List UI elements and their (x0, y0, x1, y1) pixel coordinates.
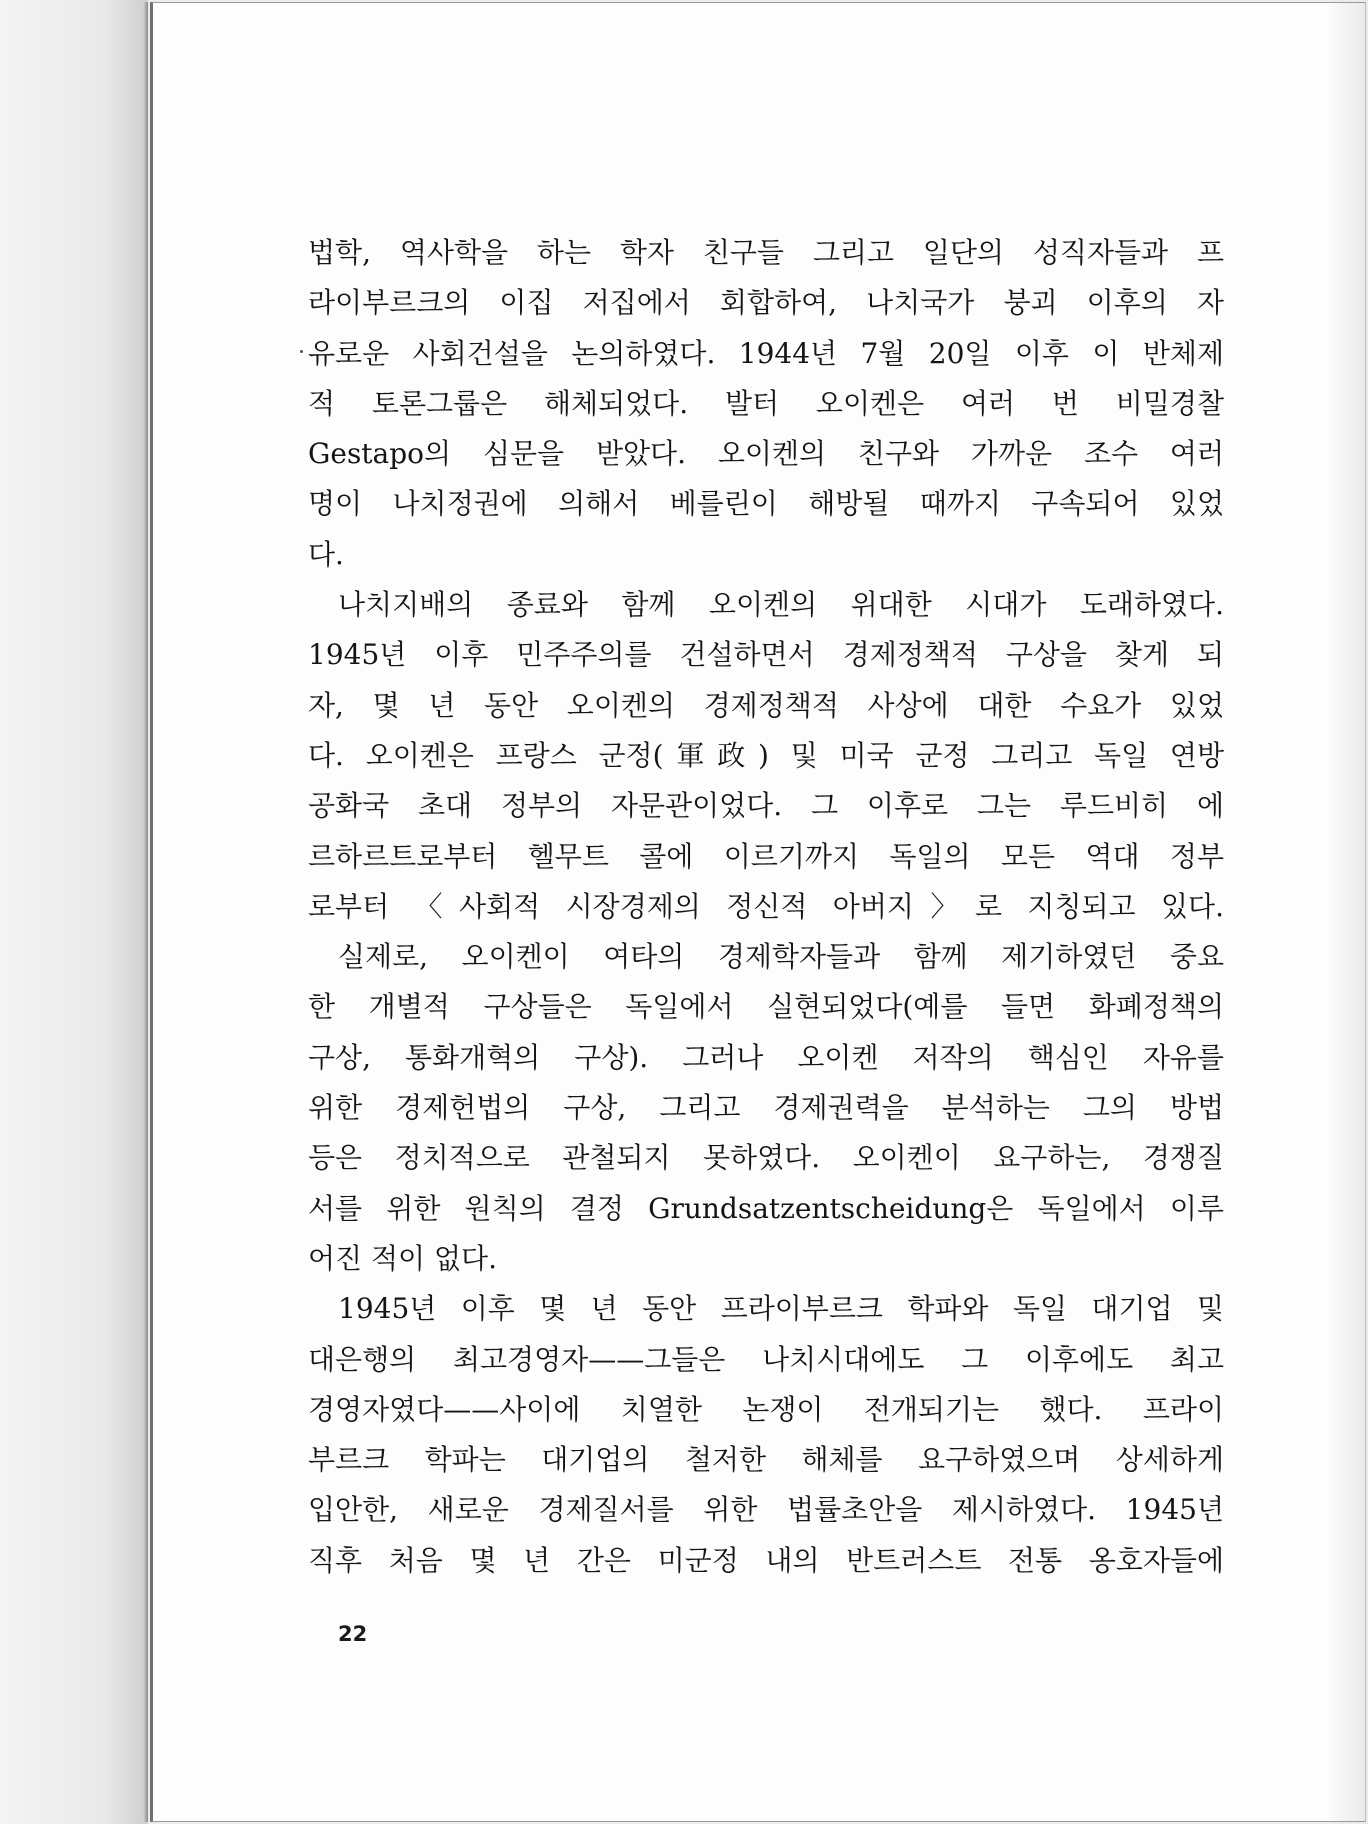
text-line: 르하르트로부터 헬무트 콜에 이르기까지 독일의 모든 역대 정부 (308, 839, 1224, 873)
text-line: 법학, 역사학을 하는 학자 친구들 그리고 일단의 성직자들과 프 (308, 236, 1224, 269)
text-line: 명이 나치정권에 의해서 베를린이 해방될 때까지 구속되어 있었 (308, 487, 1224, 521)
text-line: 자, 몇 년 동안 오이켄의 경제정책적 사상에 대한 수요가 있었 (308, 688, 1224, 722)
text-line: 서를 위한 원칙의 결정 Grundsatzentscheidung은 독일에서 이루 (308, 1191, 1224, 1225)
text-line: 입안한, 새로운 경제질서를 위한 법률초안을 제시하였다. 1945년 (308, 1493, 1224, 1527)
text-line: 등은 정치적으로 관철되지 못하였다. 오이켄이 요구하는, 경쟁질 (308, 1141, 1224, 1175)
text-line: 실제로, 오이켄이 여타의 경제학자들과 함께 제기하였던 중요 (338, 940, 1224, 974)
text-line: Gestapo의 심문을 받았다. 오이켄의 친구와 가까운 조수 여러 (308, 437, 1224, 471)
text-line: 나치지배의 종료와 함께 오이켄의 위대한 시대가 도래하였다. (338, 588, 1224, 622)
text-line: 구상, 통화개혁의 구상). 그러나 오이켄 저작의 핵심인 자유를 (308, 1040, 1224, 1074)
viewer-background (0, 0, 148, 1824)
body-text (308, 228, 1224, 1586)
text-line: 한 개별적 구상들은 독일에서 실현되었다(예를 들면 화폐정책의 (308, 990, 1224, 1024)
page-number: 22 (338, 1622, 368, 1646)
text-line: 경영자였다——사이에 치열한 논쟁이 전개되기는 했다. 프라이 (308, 1392, 1224, 1426)
text-line: 어진 적이 없다. (308, 1241, 497, 1275)
text-line: 공화국 초대 정부의 자문관이었다. 그 이후로 그는 루드비히 에 (308, 789, 1224, 823)
text-line: 직후 처음 몇 년 간은 미군정 내의 반트러스트 전통 옹호자들에 (308, 1543, 1224, 1577)
text-line: 위한 경제헌법의 구상, 그리고 경제권력을 분석하는 그의 방법 (308, 1091, 1224, 1125)
text-line: 1945년 이후 민주주의를 건설하면서 경제정책적 구상을 찾게 되 (308, 638, 1224, 672)
page-shadow (1325, 3, 1365, 1821)
scan-speck (300, 350, 303, 353)
text-line: 다. 오이켄은 프랑스 군정(軍政) 및 미국 군정 그리고 독일 연방 (308, 738, 1224, 772)
text-line: 유로운 사회건설을 논의하였다. 1944년 7월 20일 이후 이 반체제 (308, 336, 1224, 370)
text-line: 적 토론그룹은 해체되었다. 발터 오이켄은 여러 번 비밀경찰 (308, 386, 1224, 420)
text-line: 1945년 이후 몇 년 동안 프라이부르크 학파와 독일 대기업 및 (338, 1292, 1224, 1326)
text-line: 부르크 학파는 대기업의 철저한 해체를 요구하였으며 상세하게 (308, 1443, 1224, 1477)
text-line: 대은행의 최고경영자——그들은 나치시대에도 그 이후에도 최고 (308, 1342, 1224, 1376)
text-line: 다. (308, 537, 344, 571)
text-line: 라이부르크의 이집 저집에서 회합하여, 나치국가 붕괴 이후의 자 (308, 286, 1224, 320)
text-line: 로부터 〈사회적 시장경제의 정신적 아버지〉로 지칭되고 있다. (308, 889, 1224, 923)
page-binding-edge (143, 2, 148, 1822)
